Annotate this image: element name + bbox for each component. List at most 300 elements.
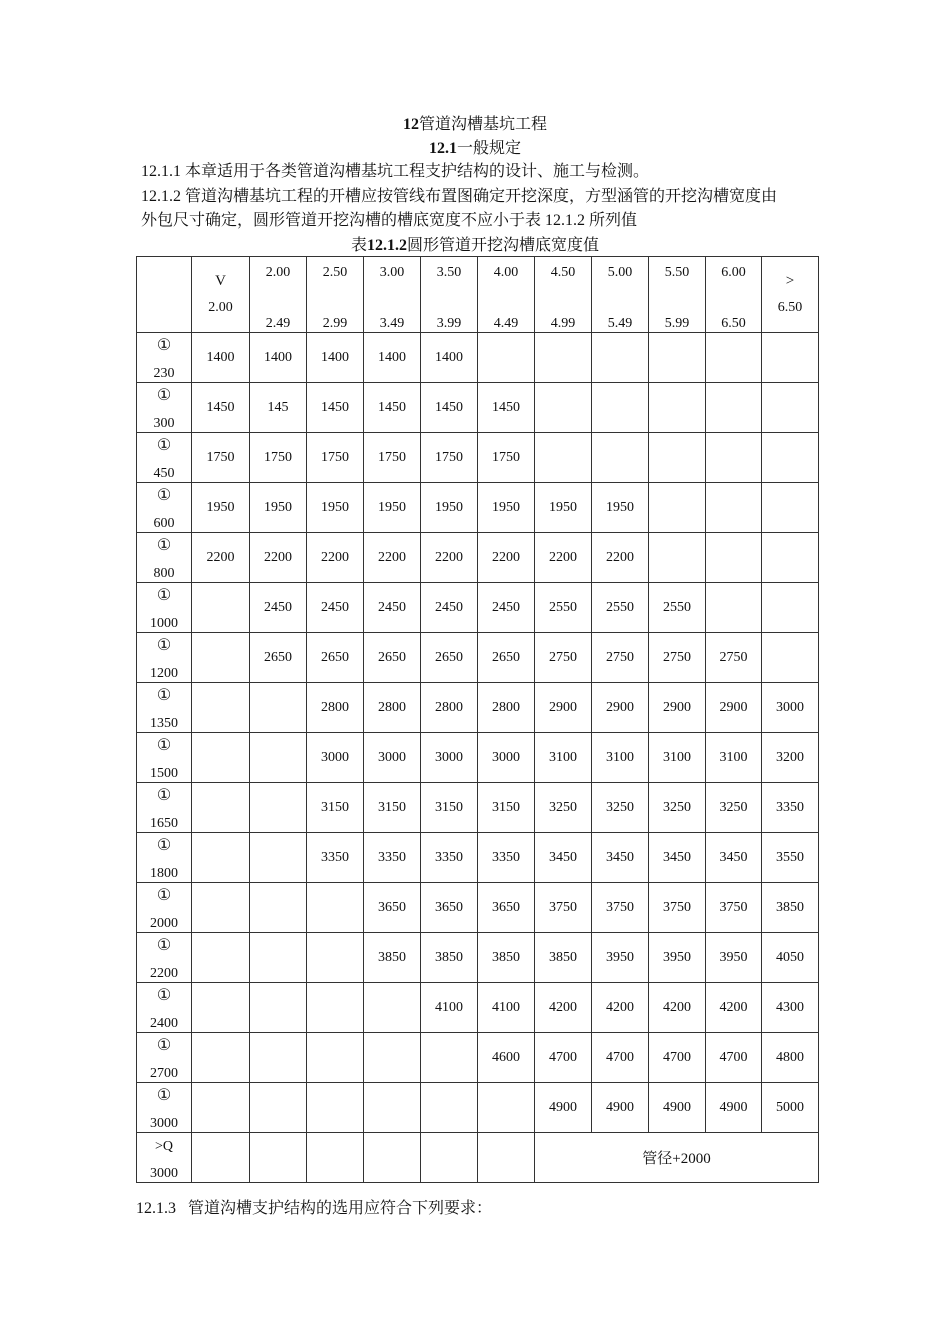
table-cell: 145 xyxy=(250,383,307,433)
table-cell: 2200 xyxy=(307,533,364,583)
table-cell: 3350 xyxy=(421,833,478,883)
table-cell: 1750 xyxy=(421,433,478,483)
table-cell: 3450 xyxy=(535,833,592,883)
table-cell: 1400 xyxy=(421,333,478,383)
row-header-cell xyxy=(137,783,192,833)
table-cell xyxy=(421,1083,478,1133)
table-cell: 4900 xyxy=(649,1083,706,1133)
header-range-cell xyxy=(421,257,478,333)
header-less-than-symbol: V xyxy=(215,273,226,289)
pipe-diameter-value: 300 xyxy=(153,416,175,431)
table-cell xyxy=(706,383,762,433)
table-cell: 2200 xyxy=(421,533,478,583)
table-cell: 1450 xyxy=(421,383,478,433)
table-cell xyxy=(762,383,819,433)
table-cell: 3000 xyxy=(364,733,421,783)
pipe-diameter-value: 230 xyxy=(153,366,175,381)
table-cell xyxy=(706,333,762,383)
table-cell xyxy=(307,1133,364,1183)
table-cell xyxy=(649,483,706,533)
table-cell: 2750 xyxy=(592,633,649,683)
table-cell xyxy=(192,933,250,983)
table-cell: 3950 xyxy=(592,933,649,983)
table-cell xyxy=(478,333,535,383)
table-cell: 4200 xyxy=(706,983,762,1033)
row-header-cell xyxy=(137,683,192,733)
table-header-row xyxy=(137,257,819,333)
table-cell: 2800 xyxy=(364,683,421,733)
header-cell-first xyxy=(192,257,250,333)
table-cell: 4100 xyxy=(421,983,478,1033)
table-cell xyxy=(250,783,307,833)
table-cell: 1950 xyxy=(364,483,421,533)
chapter-title-text: 管道沟槽基坑工程 xyxy=(418,116,547,133)
header-range-cell xyxy=(649,257,706,333)
header-range-to: 4.49 xyxy=(493,316,519,331)
table-cell: 1400 xyxy=(307,333,364,383)
table-cell: 2450 xyxy=(478,583,535,633)
table-row xyxy=(137,583,819,633)
table-cell: 1750 xyxy=(478,433,535,483)
table-cell: 3650 xyxy=(364,883,421,933)
table-row xyxy=(137,333,819,383)
table-cell: 2800 xyxy=(307,683,364,733)
table-cell xyxy=(307,883,364,933)
table-cell: 4700 xyxy=(706,1033,762,1083)
table-cell: 2900 xyxy=(592,683,649,733)
table-cell: 1450 xyxy=(307,383,364,433)
row-header-cell xyxy=(137,483,192,533)
table-cell xyxy=(762,333,819,383)
pipe-diameter-value: 600 xyxy=(153,516,175,531)
table-cell: 3150 xyxy=(307,783,364,833)
table-cell: 3850 xyxy=(535,933,592,983)
table-cell xyxy=(192,633,250,683)
row-header-cell xyxy=(137,583,192,633)
table-row xyxy=(137,533,819,583)
table-cell: 2550 xyxy=(592,583,649,633)
table-cell: 3950 xyxy=(649,933,706,983)
table-cell: 3750 xyxy=(649,883,706,933)
header-range-from: 3.00 xyxy=(379,265,405,280)
table-cell: 3100 xyxy=(706,733,762,783)
header-range-from: 4.00 xyxy=(493,265,519,280)
table-cell xyxy=(307,983,364,1033)
table-cell: 4900 xyxy=(535,1083,592,1133)
table-cell: 2200 xyxy=(364,533,421,583)
header-range-from: 3.50 xyxy=(436,265,462,280)
row-header-cell xyxy=(137,833,192,883)
row-header-cell xyxy=(137,933,192,983)
table-cell xyxy=(250,1133,307,1183)
header-range-cell xyxy=(535,257,592,333)
pipe-diameter-value: 2000 xyxy=(150,916,178,931)
table-cell xyxy=(307,1033,364,1083)
table-cell: 3350 xyxy=(307,833,364,883)
table-cell: 2550 xyxy=(649,583,706,633)
table-cell: 1950 xyxy=(535,483,592,533)
table-cell: 2650 xyxy=(364,633,421,683)
table-cell: 3450 xyxy=(649,833,706,883)
pipe-diameter-value: 1200 xyxy=(150,666,178,681)
table-cell xyxy=(250,733,307,783)
table-row xyxy=(137,983,819,1033)
table-cell: 3150 xyxy=(364,783,421,833)
table-row xyxy=(137,883,819,933)
table-cell xyxy=(250,683,307,733)
table-row xyxy=(137,683,819,733)
pipe-diameter-symbol: ① xyxy=(156,1037,172,1054)
table-cell xyxy=(421,1033,478,1083)
header-range-to: 6.50 xyxy=(721,316,746,331)
table-row-last xyxy=(137,1133,819,1183)
table-cell: 4200 xyxy=(535,983,592,1033)
table-cell: 2200 xyxy=(592,533,649,583)
table-cell xyxy=(364,1033,421,1083)
table-cell xyxy=(421,1133,478,1183)
pipe-diameter-symbol: ① xyxy=(156,737,172,754)
table-row xyxy=(137,833,819,883)
table-cell: 4800 xyxy=(762,1033,819,1083)
table-row xyxy=(137,1033,819,1083)
table-cell xyxy=(192,733,250,783)
table-cell xyxy=(250,1033,307,1083)
paragraph-12-1-3: 12.1.3 管道沟槽支护结构的选用应符合下列要求： xyxy=(136,1200,493,1217)
table-cell: 3350 xyxy=(478,833,535,883)
table-cell: 2450 xyxy=(364,583,421,633)
table-cell: 1750 xyxy=(192,433,250,483)
table-cell: 4600 xyxy=(478,1033,535,1083)
pipe-diameter-value: 1350 xyxy=(150,716,178,731)
row-header-cell xyxy=(137,333,192,383)
table-cell: 2550 xyxy=(535,583,592,633)
table-caption-number: 12.1.2 xyxy=(367,237,407,254)
table-cell xyxy=(192,1033,250,1083)
table-cell: 2800 xyxy=(478,683,535,733)
pipe-diameter-value: 450 xyxy=(153,466,175,481)
table-cell: 4100 xyxy=(478,983,535,1033)
row-header-cell xyxy=(137,383,192,433)
pipe-diameter-symbol: ① xyxy=(156,437,172,454)
header-range-to: 2.49 xyxy=(265,316,291,331)
table-cell: 3100 xyxy=(649,733,706,783)
table-cell: 4900 xyxy=(592,1083,649,1133)
table-cell: 3150 xyxy=(421,783,478,833)
header-range-cell xyxy=(364,257,421,333)
table-cell xyxy=(250,883,307,933)
row-header-cell xyxy=(137,633,192,683)
table-row xyxy=(137,783,819,833)
table-cell xyxy=(762,483,819,533)
table-cell: 3450 xyxy=(706,833,762,883)
table-cell xyxy=(478,1133,535,1183)
table-cell: 1400 xyxy=(250,333,307,383)
table-cell xyxy=(649,333,706,383)
header-range-from: 2.50 xyxy=(322,265,348,280)
table-cell: 3650 xyxy=(421,883,478,933)
table-cell: 1950 xyxy=(307,483,364,533)
header-range-cell xyxy=(592,257,649,333)
header-range-to: 3.99 xyxy=(436,316,462,331)
table-cell: 2750 xyxy=(535,633,592,683)
table-cell xyxy=(706,433,762,483)
pipe-diameter-value: 2200 xyxy=(150,966,178,981)
pipe-diameter-symbol: ① xyxy=(156,537,172,554)
table-cell xyxy=(706,583,762,633)
table-row xyxy=(137,433,819,483)
section-title-text: 一般规定 xyxy=(456,140,521,157)
table-cell: 1750 xyxy=(364,433,421,483)
table-cell: 1950 xyxy=(250,483,307,533)
pipe-diameter-symbol: ① xyxy=(156,1087,172,1104)
header-range-from: 6.00 xyxy=(721,265,746,280)
table-cell: 1450 xyxy=(478,383,535,433)
table-cell xyxy=(364,983,421,1033)
pipe-diameter-symbol: ① xyxy=(156,337,172,354)
header-value: 2.00 xyxy=(208,300,233,315)
table-cell xyxy=(535,383,592,433)
table-row xyxy=(137,733,819,783)
pipe-diameter-value: 2700 xyxy=(150,1066,178,1081)
row-header-cell xyxy=(137,983,192,1033)
table-cell: 3850 xyxy=(364,933,421,983)
table-cell xyxy=(192,883,250,933)
pipe-diameter-symbol: ① xyxy=(156,887,172,904)
section-title xyxy=(0,139,950,159)
table-cell xyxy=(192,983,250,1033)
pipe-diameter-value: 3000 xyxy=(150,1116,178,1131)
table-cell xyxy=(649,533,706,583)
table-cell: 1400 xyxy=(192,333,250,383)
section-number: 12.1 xyxy=(428,140,457,157)
table-cell: 3200 xyxy=(762,733,819,783)
pipe-diameter-value: 1800 xyxy=(150,866,178,881)
table-cell: 4700 xyxy=(535,1033,592,1083)
row-header-cell xyxy=(137,1083,192,1133)
pipe-diameter-symbol: ① xyxy=(156,487,172,504)
header-range-to: 2.99 xyxy=(322,316,348,331)
table-cell: 2650 xyxy=(250,633,307,683)
header-range-from: 2.00 xyxy=(265,265,291,280)
paragraph-12-1-2-line2: 外包尺寸确定，圆形管道开挖沟槽的槽底宽度不应小于表 12.1.2 所列值 xyxy=(141,212,638,229)
pipe-diameter-value: 1650 xyxy=(150,816,178,831)
table-cell: 2650 xyxy=(421,633,478,683)
header-greater-than-symbol: > xyxy=(785,273,795,289)
table-cell: 1450 xyxy=(192,383,250,433)
table-cell: 1450 xyxy=(364,383,421,433)
table-cell: 5000 xyxy=(762,1083,819,1133)
table-cell: 3250 xyxy=(592,783,649,833)
row-header-cell xyxy=(137,883,192,933)
paragraph-12-1-1: 12.1.1 本章适用于各类管道沟槽基坑工程支护结构的设计、施工与检测。 xyxy=(141,163,650,180)
table-cell xyxy=(307,1083,364,1133)
pipe-diameter-value: 800 xyxy=(153,566,175,581)
table-cell: 3750 xyxy=(706,883,762,933)
table-cell: 3750 xyxy=(535,883,592,933)
pipe-diameter-symbol: ① xyxy=(156,937,172,954)
table-row xyxy=(137,633,819,683)
table-cell: 3850 xyxy=(478,933,535,983)
pipe-diameter-symbol: ① xyxy=(156,987,172,1004)
table-cell: 3850 xyxy=(762,883,819,933)
pipe-diameter-symbol: >Q xyxy=(154,1139,173,1154)
table-cell: 3250 xyxy=(535,783,592,833)
table-cell: 3000 xyxy=(762,683,819,733)
table-cell: 4700 xyxy=(592,1033,649,1083)
table-cell: 2650 xyxy=(307,633,364,683)
pipe-diameter-symbol: ① xyxy=(156,387,172,404)
table-cell xyxy=(364,1083,421,1133)
row-header-cell xyxy=(137,1033,192,1083)
table-cell xyxy=(762,433,819,483)
table-cell: 1950 xyxy=(192,483,250,533)
table-cell: 3350 xyxy=(364,833,421,883)
table-cell xyxy=(192,833,250,883)
table-cell: 4700 xyxy=(649,1033,706,1083)
header-range-from: 5.50 xyxy=(664,265,690,280)
table-cell xyxy=(192,783,250,833)
table-cell: 1750 xyxy=(307,433,364,483)
table-cell: 3150 xyxy=(478,783,535,833)
header-range-to: 3.49 xyxy=(379,316,405,331)
chapter-number: 12 xyxy=(402,116,419,133)
row-header-cell xyxy=(137,533,192,583)
table-cell: 3750 xyxy=(592,883,649,933)
table-cell xyxy=(649,383,706,433)
table-cell: 3100 xyxy=(592,733,649,783)
header-value: 6.50 xyxy=(777,300,803,315)
table-cell: 2750 xyxy=(649,633,706,683)
table-cell xyxy=(592,383,649,433)
table-cell xyxy=(250,983,307,1033)
table-caption-prefix: 表 xyxy=(350,237,367,254)
row-header-cell xyxy=(137,433,192,483)
table-cell xyxy=(762,633,819,683)
table-cell xyxy=(706,483,762,533)
table-cell xyxy=(192,1133,250,1183)
chapter-title xyxy=(0,115,950,135)
header-range-cell xyxy=(706,257,762,333)
table-row xyxy=(137,933,819,983)
table-row xyxy=(137,1083,819,1133)
table-cell: 1400 xyxy=(364,333,421,383)
table-cell: 4050 xyxy=(762,933,819,983)
table-cell: 2450 xyxy=(250,583,307,633)
table-cell: 2800 xyxy=(421,683,478,733)
table-cell: 2200 xyxy=(478,533,535,583)
table-cell: 3950 xyxy=(706,933,762,983)
table-cell: 1950 xyxy=(478,483,535,533)
header-cell-last xyxy=(762,257,819,333)
table-cell: 3000 xyxy=(478,733,535,783)
row-header-cell xyxy=(137,733,192,783)
table-cell: 2450 xyxy=(421,583,478,633)
table-caption xyxy=(0,236,950,256)
header-corner-cell xyxy=(137,257,192,333)
table-cell: 2650 xyxy=(478,633,535,683)
pipe-diameter-value: 2400 xyxy=(150,1016,178,1031)
table-cell xyxy=(649,433,706,483)
table-cell: 3000 xyxy=(421,733,478,783)
pipe-diameter-symbol: ① xyxy=(156,837,172,854)
table-cell: 4900 xyxy=(706,1083,762,1133)
table-cell xyxy=(192,1083,250,1133)
table-cell xyxy=(307,933,364,983)
pipe-diameter-symbol: ① xyxy=(156,687,172,704)
table-cell: 3250 xyxy=(706,783,762,833)
header-range-from: 5.00 xyxy=(607,265,633,280)
pipe-diameter-symbol: ① xyxy=(156,637,172,654)
table-cell: 2450 xyxy=(307,583,364,633)
pipe-diameter-symbol: ① xyxy=(156,787,172,804)
table-cell: 3250 xyxy=(649,783,706,833)
table-cell xyxy=(592,433,649,483)
table-cell: 3550 xyxy=(762,833,819,883)
table-row xyxy=(137,483,819,533)
table-cell: 3650 xyxy=(478,883,535,933)
table-cell: 2900 xyxy=(535,683,592,733)
table-cell xyxy=(192,583,250,633)
pipe-diameter-value: 3000 xyxy=(150,1166,178,1181)
table-cell: 3850 xyxy=(421,933,478,983)
table-cell: 2750 xyxy=(706,633,762,683)
table-cell: 3000 xyxy=(307,733,364,783)
table-cell: 3100 xyxy=(535,733,592,783)
table-cell xyxy=(250,1083,307,1133)
table-cell xyxy=(592,333,649,383)
table-cell: 1950 xyxy=(421,483,478,533)
table-cell xyxy=(250,833,307,883)
table-cell xyxy=(535,433,592,483)
trench-width-table xyxy=(136,256,819,1183)
header-range-to: 5.99 xyxy=(664,316,690,331)
header-range-to: 4.99 xyxy=(550,316,576,331)
header-range-cell xyxy=(478,257,535,333)
table-cell: 4200 xyxy=(592,983,649,1033)
table-cell: 1950 xyxy=(592,483,649,533)
header-range-to: 5.49 xyxy=(607,316,633,331)
pipe-diameter-value: 1500 xyxy=(150,766,178,781)
table-row xyxy=(137,383,819,433)
table-cell: 2200 xyxy=(250,533,307,583)
table-cell: 2200 xyxy=(192,533,250,583)
table-cell: 3350 xyxy=(762,783,819,833)
table-cell: 1750 xyxy=(250,433,307,483)
pipe-diameter-value: 1000 xyxy=(150,616,178,631)
merged-formula-cell: 管径+2000 xyxy=(535,1133,819,1183)
table-cell xyxy=(364,1133,421,1183)
table-caption-text: 圆形管道开挖沟槽底宽度值 xyxy=(407,237,600,254)
table-cell xyxy=(192,683,250,733)
row-header-cell xyxy=(137,1133,192,1183)
table-cell: 2900 xyxy=(649,683,706,733)
table-cell xyxy=(535,333,592,383)
header-range-cell xyxy=(250,257,307,333)
table-cell: 2900 xyxy=(706,683,762,733)
table-cell: 2200 xyxy=(535,533,592,583)
table-cell xyxy=(762,533,819,583)
pipe-diameter-symbol: ① xyxy=(156,587,172,604)
header-range-cell xyxy=(307,257,364,333)
table-cell: 3450 xyxy=(592,833,649,883)
header-range-from: 4.50 xyxy=(550,265,576,280)
table-cell xyxy=(250,933,307,983)
table-cell: 4200 xyxy=(649,983,706,1033)
table-cell xyxy=(706,533,762,583)
table-cell xyxy=(762,583,819,633)
table-cell: 4300 xyxy=(762,983,819,1033)
paragraph-12-1-2-line1: 12.1.2 管道沟槽基坑工程的开槽应按管线布置图确定开挖深度，方型涵管的开挖沟槽宽度由 xyxy=(141,188,778,205)
